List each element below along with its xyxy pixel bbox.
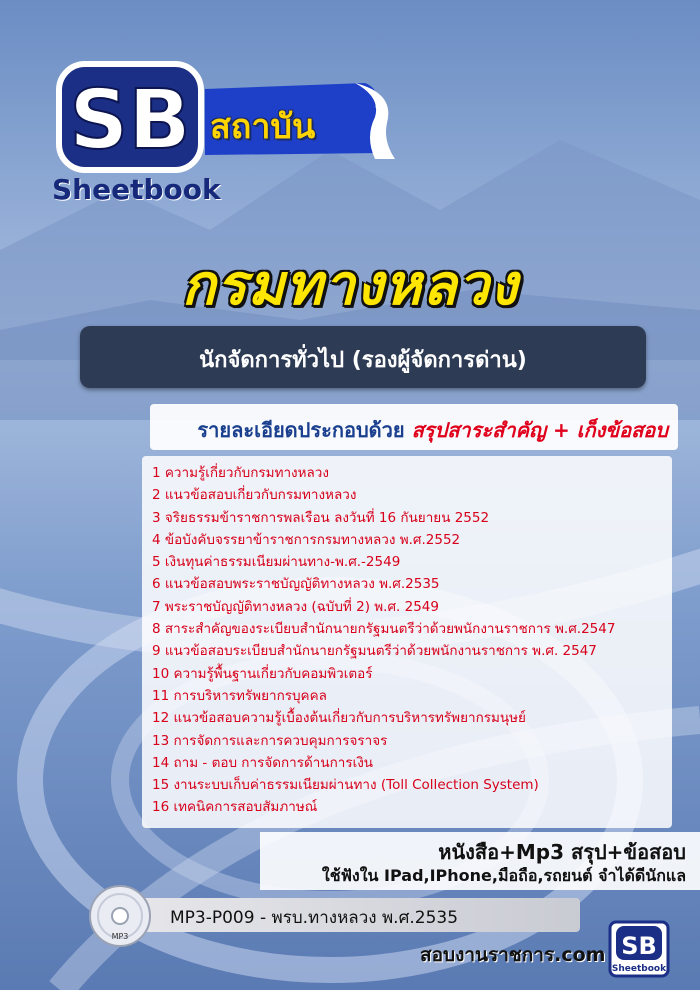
topic-item: 7 พระราชบัญญัติทางหลวง (ฉบับที่ 2) พ.ศ. 2549 <box>152 598 439 615</box>
topic-list <box>152 462 615 819</box>
details-prefix: รายละเอียดประกอบด้วย <box>197 418 405 442</box>
logo-banner-text: สถาบัน <box>210 107 316 147</box>
page-title: กรมทางหลวง <box>181 253 519 318</box>
small-sb-logo <box>608 920 670 978</box>
topic-item: 6 แนวข้อสอบพระราชบัญญัติทางหลวง พ.ศ.2535 <box>152 576 440 593</box>
topic-item: 11 การบริหารทรัพยากรบุคคล <box>152 687 327 704</box>
topic-item: 4 ข้อบังคับจรรยาข้าราชการกรมทางหลวง พ.ศ.2552 <box>152 531 461 548</box>
website-text: สอบงานราชการ.com <box>420 944 606 966</box>
details-text <box>197 414 668 446</box>
sb-logo-mark <box>55 60 205 175</box>
topic-item: 9 แนวข้อสอบระเบียบสำนักนายกรัฐมนตรีว่าด้วยพนักงานราชการ พ.ศ. 2547 <box>152 643 597 660</box>
topic-item: 15 งานระบบเก็บค่าธรรมเนียมผ่านทาง (Toll Collection System) <box>152 777 539 794</box>
topic-item: 2 แนวข้อสอบเกี่ยวกับกรมทางหลวง <box>152 487 357 504</box>
topic-item: 5 เงินทุนค่าธรรมเนียมผ่านทาง-พ.ศ.-2549 <box>152 554 401 571</box>
details-highlight: สรุปสาระสำคัญ + เก็งข้อสอบ <box>411 418 668 442</box>
topic-item: 10 ความรู้พื้นฐานเกี่ยวกับคอมพิวเตอร์ <box>152 665 373 682</box>
topic-item: 8 สาระสำคัญของระเบียบสำนักนายกรัฐมนตรีว่าด้วยพนักงานราชการ พ.ศ.2547 <box>152 621 616 638</box>
sb-logo-letters: SB <box>69 73 191 168</box>
topic-item: 12 แนวข้อสอบความรู้เบื้องต้นเกี่ยวกับการบริหารทรัพยากรมนุษย์ <box>152 710 526 727</box>
cd-icon <box>88 884 152 948</box>
subtitle-text: นักจัดการทั่วไป (รองผู้จัดการด่าน) <box>199 348 527 373</box>
topic-item: 3 จริยธรรมข้าราชการพลเรือน ลงวันที่ 16 กันยายน 2552 <box>152 509 490 526</box>
topic-item: 1 ความรู้เกี่ยวกับกรมทางหลวง <box>152 465 329 481</box>
cd-label: MP3 <box>111 932 129 941</box>
topic-item: 13 การจัดการและการควบคุมการจราจร <box>152 732 388 749</box>
logo-brand-name: Sheetbook <box>52 173 221 206</box>
subtitle-bar <box>80 326 646 388</box>
mp3-code: MP3-P009 - พรบ.ทางหลวง พ.ศ.2535 <box>170 908 459 928</box>
details-bar <box>150 404 678 450</box>
book-info-bar <box>260 832 700 890</box>
topic-item: 14 ถาม - ตอบ การจัดการด้านการเงิน <box>152 754 374 771</box>
small-logo-name: Sheetbook <box>611 964 667 974</box>
sheetbook-logo <box>40 55 360 215</box>
topic-item: 16 เทคนิคการสอบสัมภาษณ์ <box>152 799 318 816</box>
small-logo-letters: SB <box>621 932 657 960</box>
book-line-1: หนังสือ+Mp3 สรุป+ข้อสอบ <box>438 840 686 864</box>
topic-panel <box>142 456 672 828</box>
mp3-code-bar <box>140 898 580 932</box>
book-line-2: ใช้ฟังใน IPad,IPhone,มือถือ,รถยนต์ จำได้ดีนักแล <box>321 866 686 885</box>
